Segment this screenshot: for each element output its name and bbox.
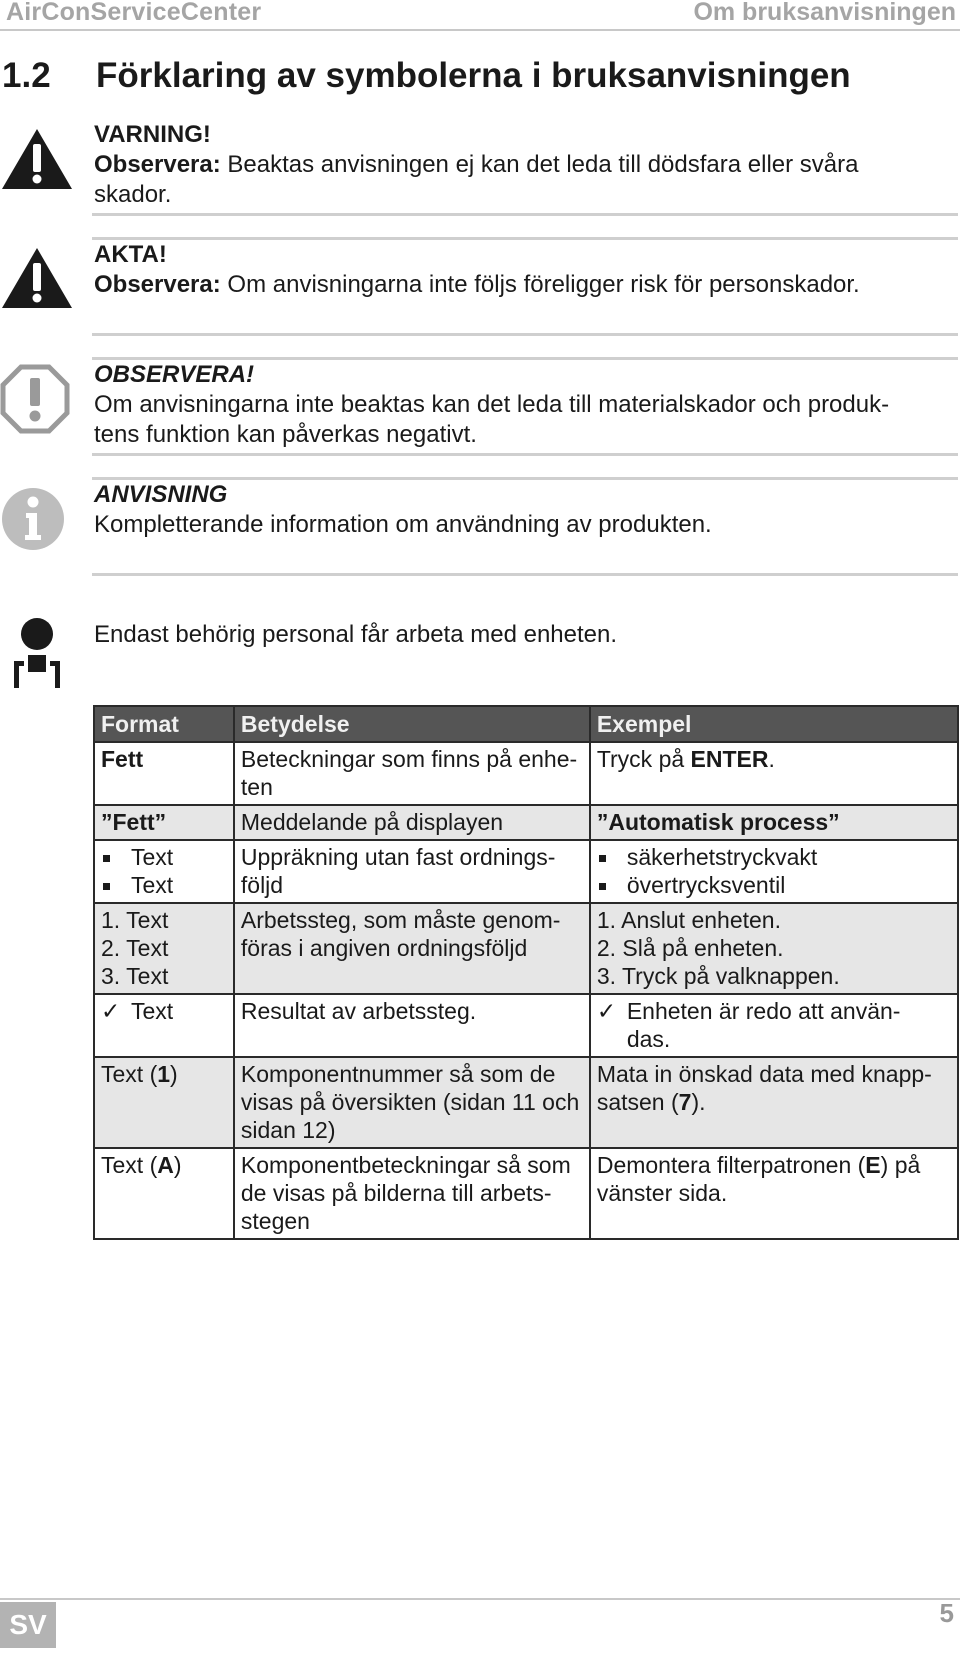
brand-name: AirConServiceCenter: [6, 0, 262, 26]
bullet-icon: [599, 883, 606, 890]
notice-heading: AKTA!: [94, 241, 167, 268]
format-cell: Text (1): [94, 1057, 234, 1148]
column-header: Format: [94, 706, 234, 742]
example-cell: Demontera filterpatronen (E) på vänster sida.: [590, 1148, 958, 1239]
notice-info: [94, 480, 958, 540]
notice-label: Observera:: [94, 271, 221, 298]
notice-label: Observera:: [94, 151, 221, 178]
format-cell: Text (A): [94, 1148, 234, 1239]
warning-triangle-icon: [0, 245, 74, 311]
notice-heading: VARNING!: [94, 121, 211, 148]
page-number: 5: [939, 1598, 954, 1628]
notice-text: Kompletterande information om användning av produkten.: [94, 511, 712, 538]
format-cell: 1. Text 2. Text 3. Text: [94, 903, 234, 994]
notice-notice: [94, 360, 958, 450]
divider: [92, 333, 958, 336]
example-cell: 1. Anslut enheten. 2. Slå på enheten. 3. Tryck på valknappen.: [590, 903, 958, 994]
notice-text-cont: tens funktion kan påverkas negativt.: [94, 421, 477, 448]
section-title: [0, 56, 851, 96]
header-divider: [0, 29, 960, 31]
divider: [92, 213, 958, 216]
meaning-cell: Uppräkning utan fast ordnings- följd: [234, 840, 590, 903]
example-cell: ”Automatisk process”: [590, 805, 958, 840]
info-icon: [0, 486, 66, 552]
notice-text: Beaktas anvisningen ej kan det leda till dödsfara eller svåra: [227, 151, 859, 178]
divider: [92, 573, 958, 576]
page-header: [0, 0, 960, 30]
example-cell: säkerhetstryckvakt övertrycksventil: [590, 840, 958, 903]
bullet-icon: [103, 855, 110, 862]
meaning-cell: Beteckningar som finns på enhe- ten: [234, 742, 590, 805]
meaning-cell: Resultat av arbetssteg.: [234, 994, 590, 1057]
format-cell: Fett: [94, 742, 234, 805]
table-row: [94, 994, 958, 1057]
table-row: [94, 840, 958, 903]
example-cell: ✓ Enheten är redo att använ- das.: [590, 994, 958, 1057]
table-row: [94, 1057, 958, 1148]
notice-text-cont: skador.: [94, 181, 172, 208]
table-row: [94, 805, 958, 840]
bullet-icon: [103, 883, 110, 890]
divider: [92, 453, 958, 456]
column-header: Betydelse: [234, 706, 590, 742]
notice-heading: OBSERVERA!: [94, 361, 255, 388]
footer-divider: [0, 1598, 960, 1600]
meaning-cell: Komponentbeteckningar så som de visas på bilderna till arbets- stegen: [234, 1148, 590, 1239]
qualified-person-icon: [10, 617, 64, 691]
bullet-icon: [599, 855, 606, 862]
meaning-cell: Arbetssteg, som måste genom- föras i angiven ordningsföljd: [234, 903, 590, 994]
chapter-title: Om bruksanvisningen: [693, 0, 956, 26]
meaning-cell: Komponentnummer så som de visas på översikten (sidan 11 och sidan 12): [234, 1057, 590, 1148]
table-row: [94, 1148, 958, 1239]
example-cell: Tryck på ENTER.: [590, 742, 958, 805]
format-cell: ”Fett”: [94, 805, 234, 840]
warning-triangle-icon: [0, 126, 74, 192]
column-header: Exempel: [590, 706, 958, 742]
meaning-cell: Meddelande på displayen: [234, 805, 590, 840]
format-table: [93, 705, 959, 1240]
table-row: [94, 742, 958, 805]
personnel-note: [94, 620, 958, 650]
caution-octagon-icon: [0, 364, 70, 434]
notice-heading: ANVISNING: [94, 481, 228, 508]
section-number: 1.2: [2, 56, 51, 95]
personnel-text: Endast behörig personal får arbeta med enheten.: [94, 621, 618, 648]
format-cell: ✓ Text: [94, 994, 234, 1057]
format-cell: Text Text: [94, 840, 234, 903]
check-icon: ✓: [101, 998, 121, 1024]
notice-warning: [94, 120, 958, 210]
example-cell: Mata in önskad data med knapp- satsen (7).: [590, 1057, 958, 1148]
notice-text: Om anvisningarna inte beaktas kan det leda till materialskador och produk-: [94, 391, 890, 418]
check-icon: ✓: [596, 998, 617, 1024]
language-tab: SV: [0, 1602, 56, 1648]
section-heading: Förklaring av symbolerna i bruksanvisningen: [96, 56, 851, 95]
table-header-row: [94, 706, 958, 742]
notice-caution: [94, 240, 958, 300]
table-row: [94, 903, 958, 994]
notice-text: Om anvisningarna inte följs föreligger risk för personskador.: [227, 271, 860, 298]
